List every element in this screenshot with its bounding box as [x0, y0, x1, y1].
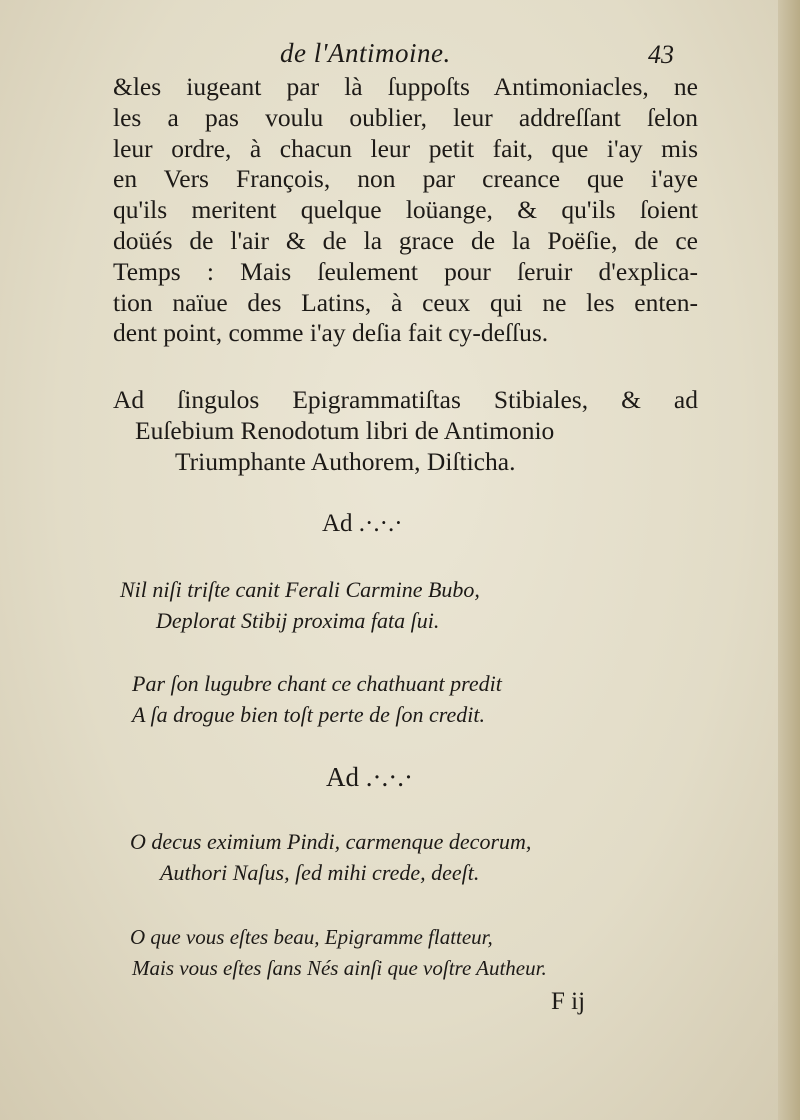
page-number: 43: [648, 40, 674, 69]
signature-mark: F ij: [551, 988, 586, 1015]
dedication-heading: [113, 384, 698, 477]
text-line: &les iugeant par là ſuppoſts Antimoniacles, ne: [113, 72, 698, 101]
text-line: les a pas voulu oublier, leur addreſſant ſelon: [113, 102, 698, 132]
page-edge: [778, 0, 800, 1120]
text-line: leur ordre, à chacun leur petit fait, que i'ay mis: [113, 133, 698, 163]
text-line: en Vers François, non par creance que i'aye: [113, 164, 698, 194]
verse-line: Deplorat Stibij proxima fata ſui.: [156, 608, 440, 633]
text-line: Temps : Mais ſeulement pour ſeruir d'explica-: [113, 256, 698, 286]
section-heading: Ad .·.·.·: [326, 762, 413, 792]
verse-line: O que vous eſtes beau, Epigramme flatteur,: [130, 925, 493, 949]
text-line: tion naïue des Latins, à ceux qui ne les enten-: [113, 287, 698, 317]
dedication-line: Ad ſingulos Epigrammatiſtas Stibiales, & ad: [113, 385, 698, 414]
french-distich: [130, 922, 547, 984]
page-header: [0, 38, 800, 72]
french-distich: [132, 668, 502, 730]
body-paragraph: [113, 72, 698, 349]
verse-line: O decus eximium Pindi, carmenque decorum,: [130, 829, 532, 854]
running-title: de l'Antimoine.: [280, 38, 451, 68]
text-line: doüés de l'air & de la grace de la Poëſie, de ce: [113, 225, 698, 255]
section-heading: Ad .·.·.·: [322, 510, 403, 537]
verse-line: Mais vous eſtes ſans Nés ainſi que voſtre Autheur.: [132, 956, 547, 980]
dedication-line: Triumphante Authorem, Diſticha.: [175, 447, 516, 476]
verse-line: Authori Naſus, ſed mihi crede, deeſt.: [160, 860, 480, 885]
latin-distich: [130, 826, 531, 888]
text-line: dent point, comme i'ay deſia fait cy-deſſus.: [113, 318, 549, 348]
dedication-line: Euſebium Renodotum libri de Antimonio: [135, 416, 555, 445]
verse-line: A ſa drogue bien toſt perte de ſon credit.: [132, 702, 485, 727]
verse-line: Par ſon lugubre chant ce chathuant predit: [132, 671, 502, 696]
latin-distich: [120, 574, 480, 636]
verse-line: Nil niſi triſte canit Ferali Carmine Bubo,: [120, 577, 480, 602]
text-line: qu'ils meritent quelque loüange, & qu'ils ſoient: [113, 195, 698, 225]
